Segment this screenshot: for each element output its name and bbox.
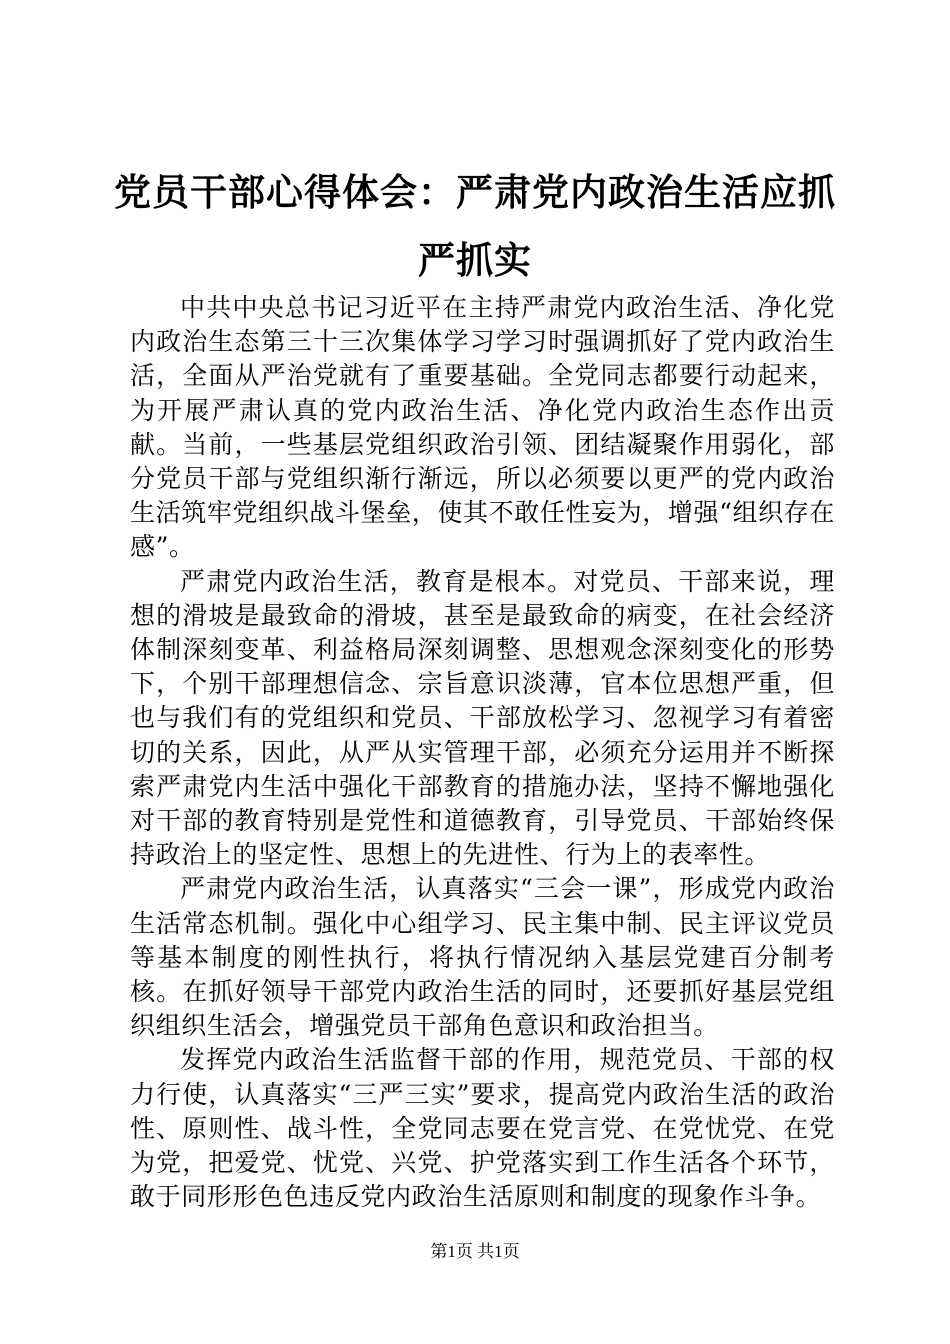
document-body xyxy=(130,291,835,1214)
document-title: 党员干部心得体会：严肃党内政治生活应抓严抓实 xyxy=(114,170,836,282)
paragraph-3: 严肃党内政治生活，认真落实“三会一课”，形成党内政治生活常态机制。强化中心组学习、民主集中制、民主评议党员等基本制度的刚性执行，将执行情况纳入基层党建百分制考核。在抓好领导干部党内政治生活的同时，还要抓好基层党组织组织生活会，增强党员干部角色意识和政治担当。 xyxy=(130,874,835,1041)
page-number-footer: 第1页 共1页 xyxy=(430,1242,520,1261)
paragraph-1: 中共中央总书记习近平在主持严肃党内政治生活、净化党内政治生态第三十三次集体学习学习时强调抓好了党内政治生活，全面从严治党就有了重要基础。全党同志都要行动起来，为开展严肃认真的党内政治生活、净化党内政治生态作出贡献。当前，一些基层党组织政治引领、团结凝聚作用弱化，部分党员干部与党组织渐行渐远，所以必须要以更严的党内政治生活筑牢党组织战斗堡垒，使其不敢任性妄为，增强“组织存在感”。 xyxy=(130,293,835,562)
paragraph-2: 严肃党内政治生活，教育是根本。对党员、干部来说，理想的滑坡是最致命的滑坡，甚至是最致命的病变，在社会经济体制深刻变革、利益格局深刻调整、思想观念深刻变化的形势下，个别干部理想信念、宗旨意识淡薄，官本位思想严重，但也与我们有的党组织和党员、干部放松学习、忽视学习有着密切的关系，因此，从严从实管理干部，必须充分运用并不断探索严肃党内生活中强化干部教育的措施办法，坚持不懈地强化对干部的教育特别是党性和道德教育，引导党员、干部始终保持政治上的坚定性、思想上的先进性、行为上的表率性。 xyxy=(130,566,835,870)
paragraph-4: 发挥党内政治生活监督干部的作用，规范党员、干部的权力行使，认真落实“三严三实”要求，提高党内政治生活的政治性、原则性、战斗性，全党同志要在党言党、在党忧党、在党为党，把爱党、忧党、兴党、护党落实到工作生活各个环节，敢于同形形色色违反党内政治生活原则和制度的现象作斗争。 xyxy=(130,1045,835,1212)
